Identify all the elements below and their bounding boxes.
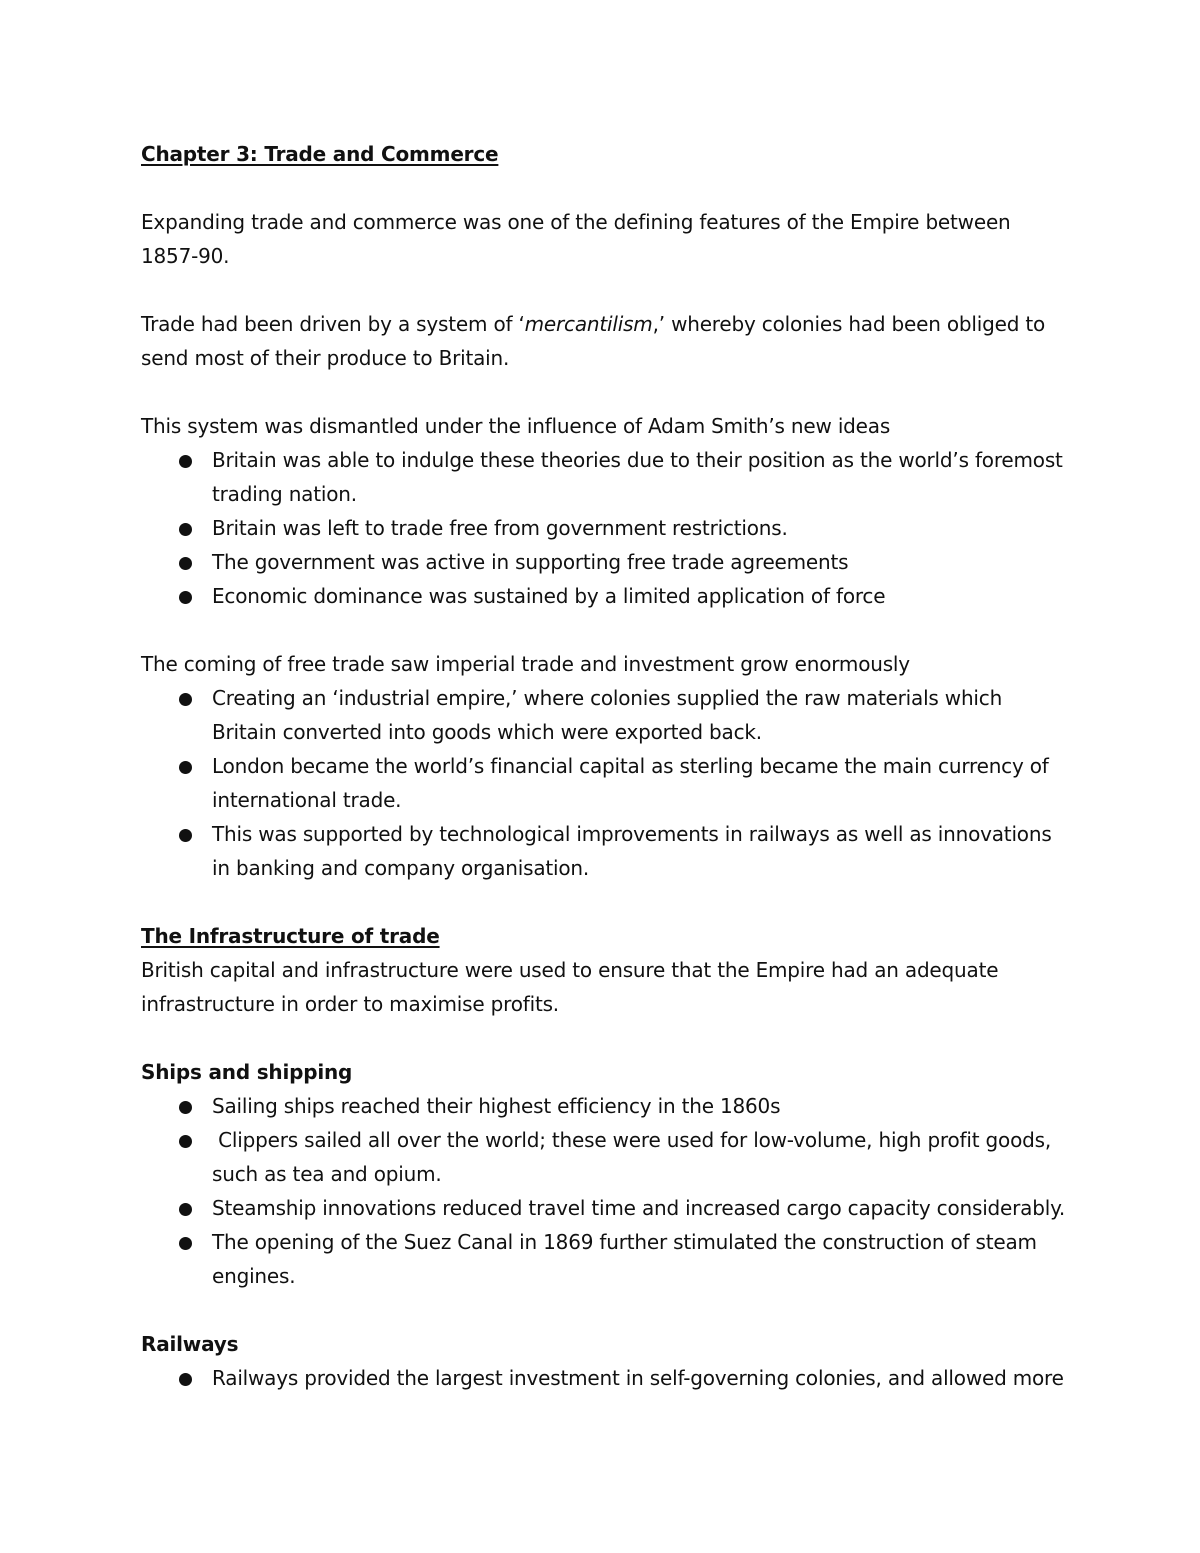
list-item-text: Britain was left to trade free from government restrictions. (212, 516, 788, 540)
bullet-icon (179, 557, 192, 570)
smith-lead: This system was dismantled under the influence of Adam Smith’s new ideas (141, 414, 891, 438)
bullet-icon (179, 1135, 192, 1148)
bullet-icon (179, 693, 192, 706)
ships-heading: Ships and shipping (141, 1060, 353, 1084)
bullet-icon (179, 1237, 192, 1250)
list-item (141, 817, 1071, 885)
list-item (141, 681, 1071, 749)
mercantilism-text-before: Trade had been driven by a system of ‘ (141, 312, 525, 336)
list-item-text: Railways provided the largest investment in self-governing colonies, and allowed more (212, 1366, 1064, 1390)
bullet-icon (179, 523, 192, 536)
list-item (141, 1225, 1071, 1293)
list-item (141, 1361, 1071, 1395)
infrastructure-heading: The Infrastructure of trade (141, 924, 440, 948)
list-item-text: Britain was able to indulge these theories due to their position as the world’s foremost trading nation. (212, 448, 1063, 506)
mercantilism-paragraph (141, 307, 1071, 375)
list-item (141, 1191, 1071, 1225)
infrastructure-paragraph: British capital and infrastructure were used to ensure that the Empire had an adequate infrastructure in order to maximise profits. (141, 958, 999, 1016)
list-item-text: The government was active in supporting free trade agreements (212, 550, 849, 574)
list-item (141, 511, 1071, 545)
bullet-icon (179, 455, 192, 468)
mercantilism-term: mercantilism (524, 312, 653, 336)
bullet-icon (179, 829, 192, 842)
mercantilism-text-after: ,’ whereby colonies had been obliged to send most of their produce to Britain. (141, 312, 1046, 370)
railways-heading: Railways (141, 1332, 239, 1356)
list-item (141, 749, 1071, 817)
list-item (141, 1123, 1071, 1191)
intro-paragraph: Expanding trade and commerce was one of the defining features of the Empire between 1857-90. (141, 210, 1011, 268)
list-item-text: Sailing ships reached their highest efficiency in the 1860s (212, 1094, 781, 1118)
list-item-text: This was supported by technological improvements in railways as well as innovations in banking and company organisation. (212, 822, 1052, 880)
list-item (141, 579, 1071, 613)
list-item-text: Steamship innovations reduced travel time and increased cargo capacity considerably. (212, 1196, 1066, 1220)
bullet-icon (179, 591, 192, 604)
free-trade-lead: The coming of free trade saw imperial trade and investment grow enormously (141, 652, 910, 676)
bullet-icon (179, 1101, 192, 1114)
chapter-title: Chapter 3: Trade and Commerce (141, 142, 499, 166)
list-item (141, 443, 1071, 511)
document-page (141, 137, 1071, 1395)
list-item-text: London became the world’s financial capital as sterling became the main currency of international trade. (212, 754, 1049, 812)
free-trade-bullet-list (141, 681, 1071, 885)
list-item (141, 1089, 1071, 1123)
list-item (141, 545, 1071, 579)
list-item-text: Clippers sailed all over the world; these were used for low-volume, high profit goods, such as tea and opium. (212, 1128, 1058, 1186)
bullet-icon (179, 1203, 192, 1216)
list-item-text: The opening of the Suez Canal in 1869 further stimulated the construction of steam engines. (212, 1230, 1037, 1288)
ships-bullet-list (141, 1089, 1071, 1293)
list-item-text: Economic dominance was sustained by a limited application of force (212, 584, 886, 608)
bullet-icon (179, 1373, 192, 1386)
railways-bullet-list (141, 1361, 1071, 1395)
bullet-icon (179, 761, 192, 774)
list-item-text: Creating an ‘industrial empire,’ where colonies supplied the raw materials which Britain converted into goods which were exported back. (212, 686, 1003, 744)
smith-bullet-list (141, 443, 1071, 613)
